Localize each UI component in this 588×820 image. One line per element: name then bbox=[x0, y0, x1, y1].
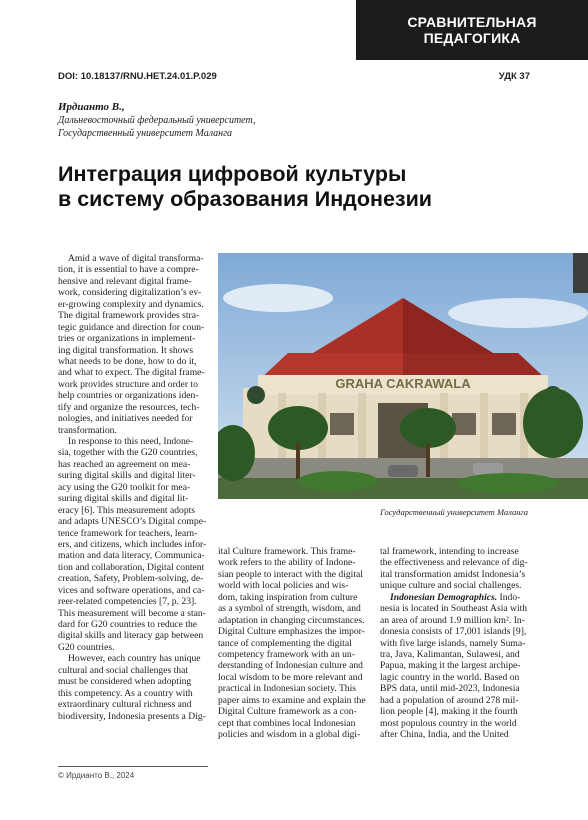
text-line: unique culture and social challenges. bbox=[380, 580, 522, 592]
text-line: ital Culture framework. This frame- bbox=[218, 546, 356, 557]
text-line: ers, and citizens, which includes infor- bbox=[58, 538, 207, 550]
text-line: what needs to be done, how to do it, bbox=[58, 355, 197, 367]
text-line: nesia is located in Southeast Asia with bbox=[380, 603, 528, 615]
text-line: dom, taking inspiration from culture bbox=[218, 591, 358, 603]
udk-code: УДК 37 bbox=[498, 71, 530, 82]
photo-caption: Государственный университет Маланга bbox=[380, 507, 528, 517]
text-line: reer-related competencies [7, p. 23]. bbox=[58, 596, 197, 608]
text-line: ital transformation amidst Indonesia’s bbox=[380, 568, 526, 580]
text-line: acy using the G20 toolkit for mea- bbox=[58, 481, 191, 493]
text-column-3 bbox=[380, 546, 530, 740]
text-line: tify and organize the resources, tech- bbox=[58, 401, 200, 413]
text-line: G20 countries. bbox=[58, 641, 115, 653]
text-line: work, considering digitalization’s ev- bbox=[58, 287, 202, 299]
text-line: tegic guidance and direction for coun- bbox=[58, 321, 205, 333]
footnote-rule bbox=[58, 766, 208, 767]
university-building-photo bbox=[218, 253, 588, 499]
text-line: practical in Indonesian society. This bbox=[218, 683, 357, 695]
text-line: this competency. As a country with bbox=[58, 687, 193, 699]
text-line: after China, India, and the United bbox=[380, 729, 509, 740]
section-heading: Indonesian Demographics. bbox=[390, 591, 498, 603]
author-name: Ирдианто В., bbox=[58, 101, 125, 113]
text-line: Amid a wave of digital transforma- bbox=[68, 253, 204, 264]
affiliation-2: Государственный университет Маланга bbox=[58, 128, 233, 139]
heading-continuation: Indo- bbox=[497, 591, 521, 603]
title-line-1: Интеграция цифровой культуры bbox=[58, 162, 407, 186]
text-line: had a population of around 278 mil- bbox=[380, 694, 519, 706]
text-line: biodiversity, Indonesia presents a Dig- bbox=[58, 710, 206, 722]
section-header-tag bbox=[356, 0, 588, 60]
text-line: Digital Culture framework as a con- bbox=[218, 706, 357, 718]
text-line: er-growing complexity and dynamics. bbox=[58, 298, 204, 310]
text-line: suring digital skills and digital liter- bbox=[58, 470, 196, 482]
text-line: tion and collaboration, Digital content bbox=[58, 561, 205, 573]
text-line: tance of complementing the digital bbox=[218, 637, 352, 649]
text-line: sia, together with the G20 countries, bbox=[58, 447, 198, 459]
text-line: local wisdom to be more relevant and bbox=[218, 671, 363, 683]
text-line: lagic country in the world. Based on bbox=[380, 671, 520, 683]
text-line: as a symbol of strength, wisdom, and bbox=[218, 603, 361, 615]
text-column-2 bbox=[218, 546, 370, 740]
text-line: transformation. bbox=[58, 424, 117, 436]
text-line: most populous country in the world bbox=[380, 717, 517, 729]
text-line: suring digital skills and digital lit- bbox=[58, 493, 189, 505]
text-line: cultural and social challenges that bbox=[58, 664, 188, 676]
text-line: tal framework, intending to increase bbox=[380, 546, 519, 557]
doi: DOI: 10.18137/RNU.HET.24.01.P.029 bbox=[58, 71, 217, 82]
text-line: nologies, and initiatives needed for bbox=[58, 413, 193, 425]
text-line: work provides structure and order to bbox=[58, 378, 198, 390]
text-line: extraordinary cultural richness and bbox=[58, 699, 192, 711]
text-line: derstanding of Indonesian culture and bbox=[218, 660, 363, 672]
text-line: hensive and relevant digital frame- bbox=[58, 275, 192, 287]
text-line: the effectiveness and relevance of dig- bbox=[380, 557, 528, 569]
section-name-line2: ПЕДАГОГИКА bbox=[423, 30, 521, 46]
text-line: ing digital transformation. It shows bbox=[58, 344, 194, 356]
text-line: Papua, making it the largest archipe- bbox=[380, 660, 521, 672]
text-line: The digital framework provides stra- bbox=[58, 310, 200, 322]
text-line: has reached an agreement on mea- bbox=[58, 458, 191, 470]
text-line: tries or organizations in implement- bbox=[58, 333, 196, 345]
text-line: paper aims to examine and explain the bbox=[218, 694, 366, 706]
text-line: help countries or organizations iden- bbox=[58, 390, 199, 402]
text-line: tion, it is essential to have a compre- bbox=[58, 264, 199, 276]
text-line: This measurement will become a stan- bbox=[58, 607, 206, 619]
building-illustration bbox=[218, 253, 588, 499]
text-line: with five large islands, namely Suma- bbox=[380, 637, 526, 649]
text-line: However, each country has unique bbox=[68, 653, 201, 665]
text-line: sian people to interact with the digital bbox=[218, 568, 363, 580]
text-line: and what to expect. The digital frame- bbox=[58, 367, 205, 379]
text-line: an area of around 1.9 million km². In- bbox=[380, 614, 525, 626]
text-line: In response to this need, Indone- bbox=[68, 436, 194, 447]
text-line: dard for G20 countries to reduce the bbox=[58, 619, 198, 630]
text-line: vices and software operations, and ca- bbox=[58, 584, 205, 596]
text-line: mation and data literacy, Communica- bbox=[58, 550, 205, 562]
text-line: cept that combines local Indonesian bbox=[218, 717, 356, 729]
copyright: © Ирдианто В., 2024 bbox=[58, 771, 135, 780]
text-line: BPS data, until mid-2023, Indonesia bbox=[380, 683, 520, 695]
text-line: creation, Safety, Problem-solving, de- bbox=[58, 573, 204, 585]
article-title bbox=[58, 162, 528, 212]
text-line: digital skills and literacy gap between bbox=[58, 630, 204, 642]
affiliation-1: Дальневосточный федеральный университет, bbox=[58, 115, 256, 126]
building-sign: GRAHA CAKRAWALA bbox=[335, 376, 471, 391]
text-line: competency framework with an un- bbox=[218, 648, 355, 660]
text-line: tra, Java, Kalimantan, Sulawesi, and bbox=[380, 648, 520, 660]
text-line: lion people [4], making it the fourth bbox=[380, 706, 518, 718]
text-line: tence framework for teachers, learn- bbox=[58, 527, 198, 539]
text-line: policies and wisdom in a global digi- bbox=[218, 729, 361, 740]
text-line: donesia consists of 17,001 islands [9], bbox=[380, 626, 527, 638]
text-line: Digital Culture emphasizes the impor- bbox=[218, 626, 365, 638]
text-line: must be considered when adopting bbox=[58, 676, 192, 688]
text-line: world with local policies and wis- bbox=[218, 580, 349, 592]
title-line-2: в систему образования Индонезии bbox=[58, 187, 433, 211]
text-line: and adapts UNESCO’s Digital compe- bbox=[58, 516, 207, 528]
text-line: work refers to the ability of Indone- bbox=[218, 557, 356, 569]
text-line: eracy [6]. This measurement adopts bbox=[58, 504, 196, 516]
section-name-line1: СРАВНИТЕЛЬНАЯ bbox=[407, 14, 537, 30]
text-column-1 bbox=[58, 253, 218, 722]
section-heading-line bbox=[380, 592, 530, 603]
text-line: adaptation in changing circumstances. bbox=[218, 614, 365, 626]
